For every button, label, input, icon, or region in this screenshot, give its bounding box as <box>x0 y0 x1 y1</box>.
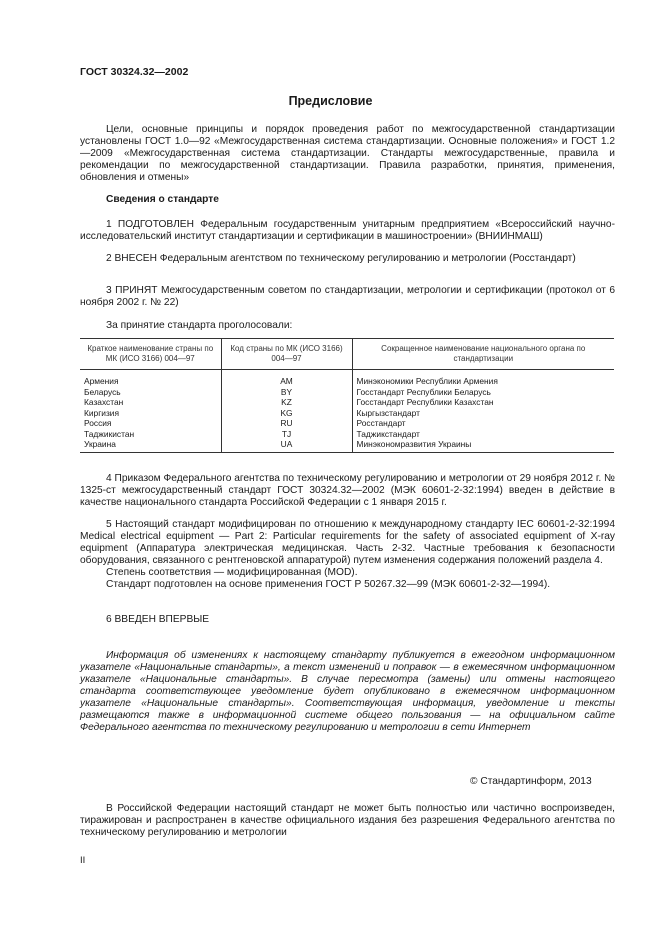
cell-code: TJ <box>221 429 352 440</box>
cell-code: BY <box>221 387 352 398</box>
item-3-text: 3 ПРИНЯТ Межгосударственным советом по стандартизации, метрологии и сертификации (протокол от 6 ноября 2002 г. № 22) <box>80 285 615 308</box>
table-row <box>80 387 614 398</box>
item-5 <box>80 519 615 591</box>
item-2-text: 2 ВНЕСЕН Федеральным агентством по техническому регулированию и метрологии (Росстандарт) <box>106 253 576 264</box>
item-5-basis: Стандарт подготовлен на основе применения ГОСТ Р 50267.32—99 (МЭК 60601-2-32—1994). <box>106 579 551 590</box>
header-country: Краткое наименование страны по МК (ИСО 3166) 004—97 <box>80 339 221 370</box>
cell-code: KZ <box>221 397 352 408</box>
cell-code: RU <box>221 418 352 429</box>
table-row <box>80 429 614 440</box>
cell-country: Беларусь <box>84 386 121 397</box>
item-6: 6 ВВЕДЕН ВПЕРВЫЕ <box>106 614 210 625</box>
cell-organization: Кыргызстандарт <box>352 408 614 419</box>
item-2 <box>80 253 615 265</box>
table-row <box>80 418 614 429</box>
cell-country: Россия <box>84 418 112 428</box>
cell-country: Армения <box>84 376 119 386</box>
table-row <box>80 408 614 419</box>
item-1 <box>80 219 615 243</box>
table-row <box>80 397 614 408</box>
item-5-degree: Степень соответствия — модифицированная (MOD). <box>106 567 358 578</box>
item-4 <box>80 473 615 509</box>
cell-organization: Минэкономразвития Украины <box>352 439 614 452</box>
cell-code: KG <box>221 408 352 419</box>
notice-text: Информация об изменениях к настоящему стандарту публикуется в ежегодном информационном указателе «Национальные стандарты», а текст изменений и поправок — в ежемесячном информационном указателе «Национальные стандарты». В случае пересмотра (замены) или отмены настоящего стандарта соответствующее уведомление будет опубликовано в ежемесячном информационном указателе «Национальные стандарты». Соответствующая информация, уведомление и тексты размещаются также в информационной системе общего пользования — на официальном сайте Федерального агентства по техническому регулированию и метрологии в сети Интернет <box>80 650 615 733</box>
notice-paragraph <box>80 650 615 734</box>
cell-organization: Росстандарт <box>352 418 614 429</box>
cell-country: Киргизия <box>84 407 120 418</box>
cell-organization: Госстандарт Республики Беларусь <box>352 387 614 398</box>
item-1-text: 1 ПОДГОТОВЛЕН Федеральным государственным унитарным предприятием «Всероссийский научно-исследовательский институт стандартизации и сертификации в машиностроении» (ВНИИНМАШ) <box>80 219 615 242</box>
cell-country: Украина <box>80 439 221 452</box>
table-header-row <box>80 339 614 370</box>
table-row <box>80 439 614 452</box>
cell-country: Таджикистан <box>84 428 135 439</box>
cell-country: Казахстан <box>84 397 124 407</box>
document-header: ГОСТ 30324.32—2002 <box>80 66 189 78</box>
table-row <box>80 370 614 387</box>
item-3 <box>80 285 615 309</box>
voting-table <box>80 338 614 453</box>
intro-paragraph <box>80 124 615 184</box>
page-number: II <box>80 855 86 866</box>
item-5-text: 5 Настоящий стандарт модифицирован по отношению к международному стандарту IEC 60601-2-32:1994 Medical electrical equipment — Part 2: Particular requirements for the safety of associated equipment of X-ray equipment (Аппаратура электрическая медицинская. Часть 2-32. Частные требования к безопасности оборудования, связанного с рентгеновской аппаратурой) путем изменения содержания положений раздела 4. <box>80 519 615 566</box>
cell-organization: Госстандарт Республики Казахстан <box>352 397 614 408</box>
cell-code: AM <box>221 370 352 387</box>
cell-organization: Минэкономики Республики Армения <box>352 370 614 387</box>
rights-text: В Российской Федерации настоящий стандарт не может быть полностью или частично воспроизведен, тиражирован и распространен в качестве официального издания без разрешения Федерального агентства по техническому регулированию и метрологии <box>80 803 615 838</box>
header-code: Код страны по МК (ИСО 3166) 004—97 <box>221 339 352 370</box>
intro-text: Цели, основные принципы и порядок проведения работ по межгосударственной стандартизации установлены ГОСТ 1.0—92 «Межгосударственная система стандартизации. Основные положения» и ГОСТ 1.2—2009 «Межгосударственная система стандартизации. Стандарты межгосударственные, правила и рекомендации по межгосударственной стандартизации. Правила разработки, принятия, применения, обновления и отмены» <box>80 124 615 183</box>
cell-organization: Таджикстандарт <box>352 429 614 440</box>
cell-code: UA <box>221 439 352 452</box>
header-organization: Сокращенное наименование национального органа по стандартизации <box>352 339 614 370</box>
page-title: Предисловие <box>288 94 373 108</box>
item-4-text: 4 Приказом Федерального агентства по техническому регулированию и метрологии от 29 ноября 2012 г. № 1325-ст межгосударственный стандарт ГОСТ 30324.32—2002 (МЭК 60601-2-32:1994) введен в действие в качестве национального стандарта Российской Федерации с 1 января 2015 г. <box>80 473 615 508</box>
vote-intro: За принятие стандарта проголосовали: <box>106 320 293 331</box>
rights-paragraph <box>80 803 615 839</box>
copyright: © Стандартинформ, 2013 <box>470 776 592 787</box>
section-subtitle: Сведения о стандарте <box>106 194 219 205</box>
